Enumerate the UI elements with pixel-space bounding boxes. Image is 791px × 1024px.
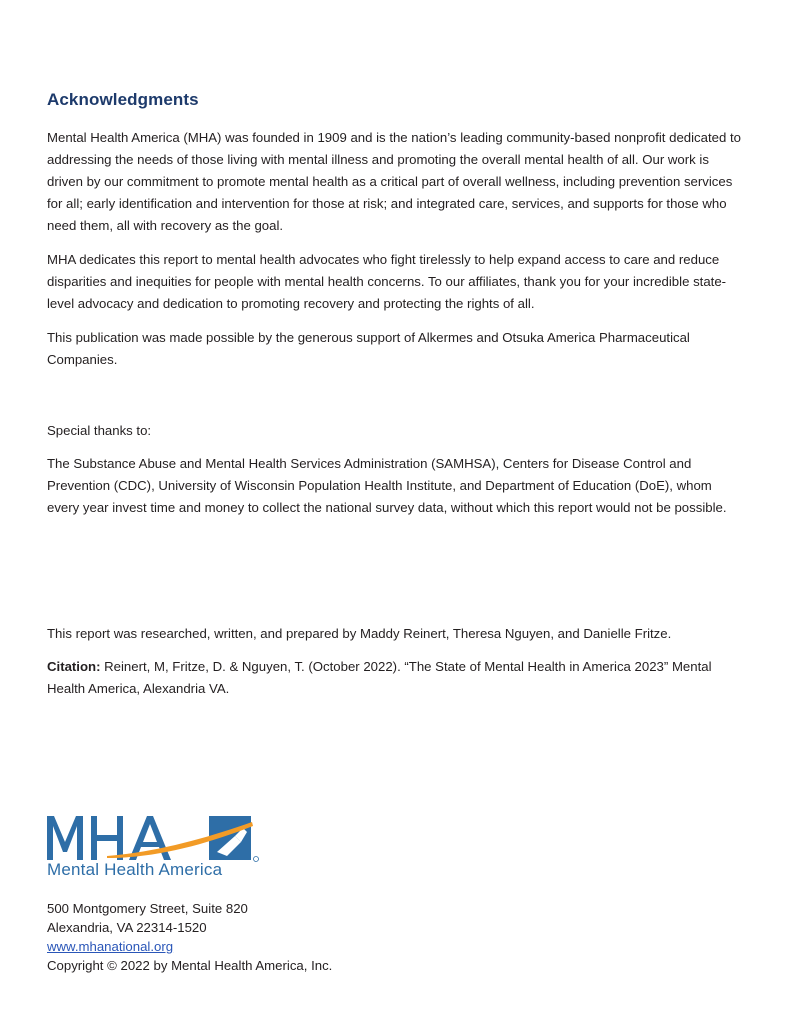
special-thanks-heading: Special thanks to: bbox=[47, 423, 152, 438]
paragraph-support: This publication was made possible by the generous support of Alkermes and Otsuka America Pharmaceutical Companies. bbox=[47, 330, 690, 367]
website-link[interactable]: www.mhanational.org bbox=[47, 939, 174, 954]
citation bbox=[47, 656, 747, 700]
paragraph-about-mha: Mental Health America (MHA) was founded in 1909 and is the nation’s leading community-based nonprofit dedicated to addressing the needs of those living with mental illness and promoting the overall mental health of all. Our work is driven by our commitment to promote mental health as a critical part of overall wellness, including prevention services for all; early identification and intervention for those at risk; and integrated care, services, and supports for those who need them, all with recovery as the goal. bbox=[47, 130, 741, 233]
address-line-1: 500 Montgomery Street, Suite 820 bbox=[47, 901, 248, 916]
logo-wordmark: Mental Health America bbox=[47, 860, 223, 879]
paragraph-dedication: MHA dedicates this report to mental health advocates who fight tirelessly to help expand access to care and reduce disparities and inequities for people with mental health concerns. To our affiliates, thank you for your incredible state-level advocacy and dedication to promoting recovery and protecting the rights of all. bbox=[47, 252, 727, 311]
paragraph-authors: This report was researched, written, and prepared by Maddy Reinert, Theresa Nguyen, and Danielle Fritze. bbox=[47, 626, 672, 641]
citation-label: Citation: bbox=[47, 659, 101, 674]
citation-text: Reinert, M, Fritze, D. & Nguyen, T. (October 2022). “The State of Mental Health in America 2023” Mental Health America, Alexandria VA. bbox=[47, 659, 712, 696]
paragraph-special-thanks: The Substance Abuse and Mental Health Services Administration (SAMHSA), Centers for Disease Control and Prevention (CDC), University of Wisconsin Population Health Institute, and Department of Education (DoE), whom every year invest time and money to collect the national survey data, without which this report would not be possible. bbox=[47, 456, 727, 515]
page-title: Acknowledgments bbox=[47, 90, 199, 109]
contact-block bbox=[47, 899, 332, 975]
copyright: Copyright © 2022 by Mental Health America, Inc. bbox=[47, 958, 333, 973]
address-line-2: Alexandria, VA 22314-1520 bbox=[47, 920, 207, 935]
